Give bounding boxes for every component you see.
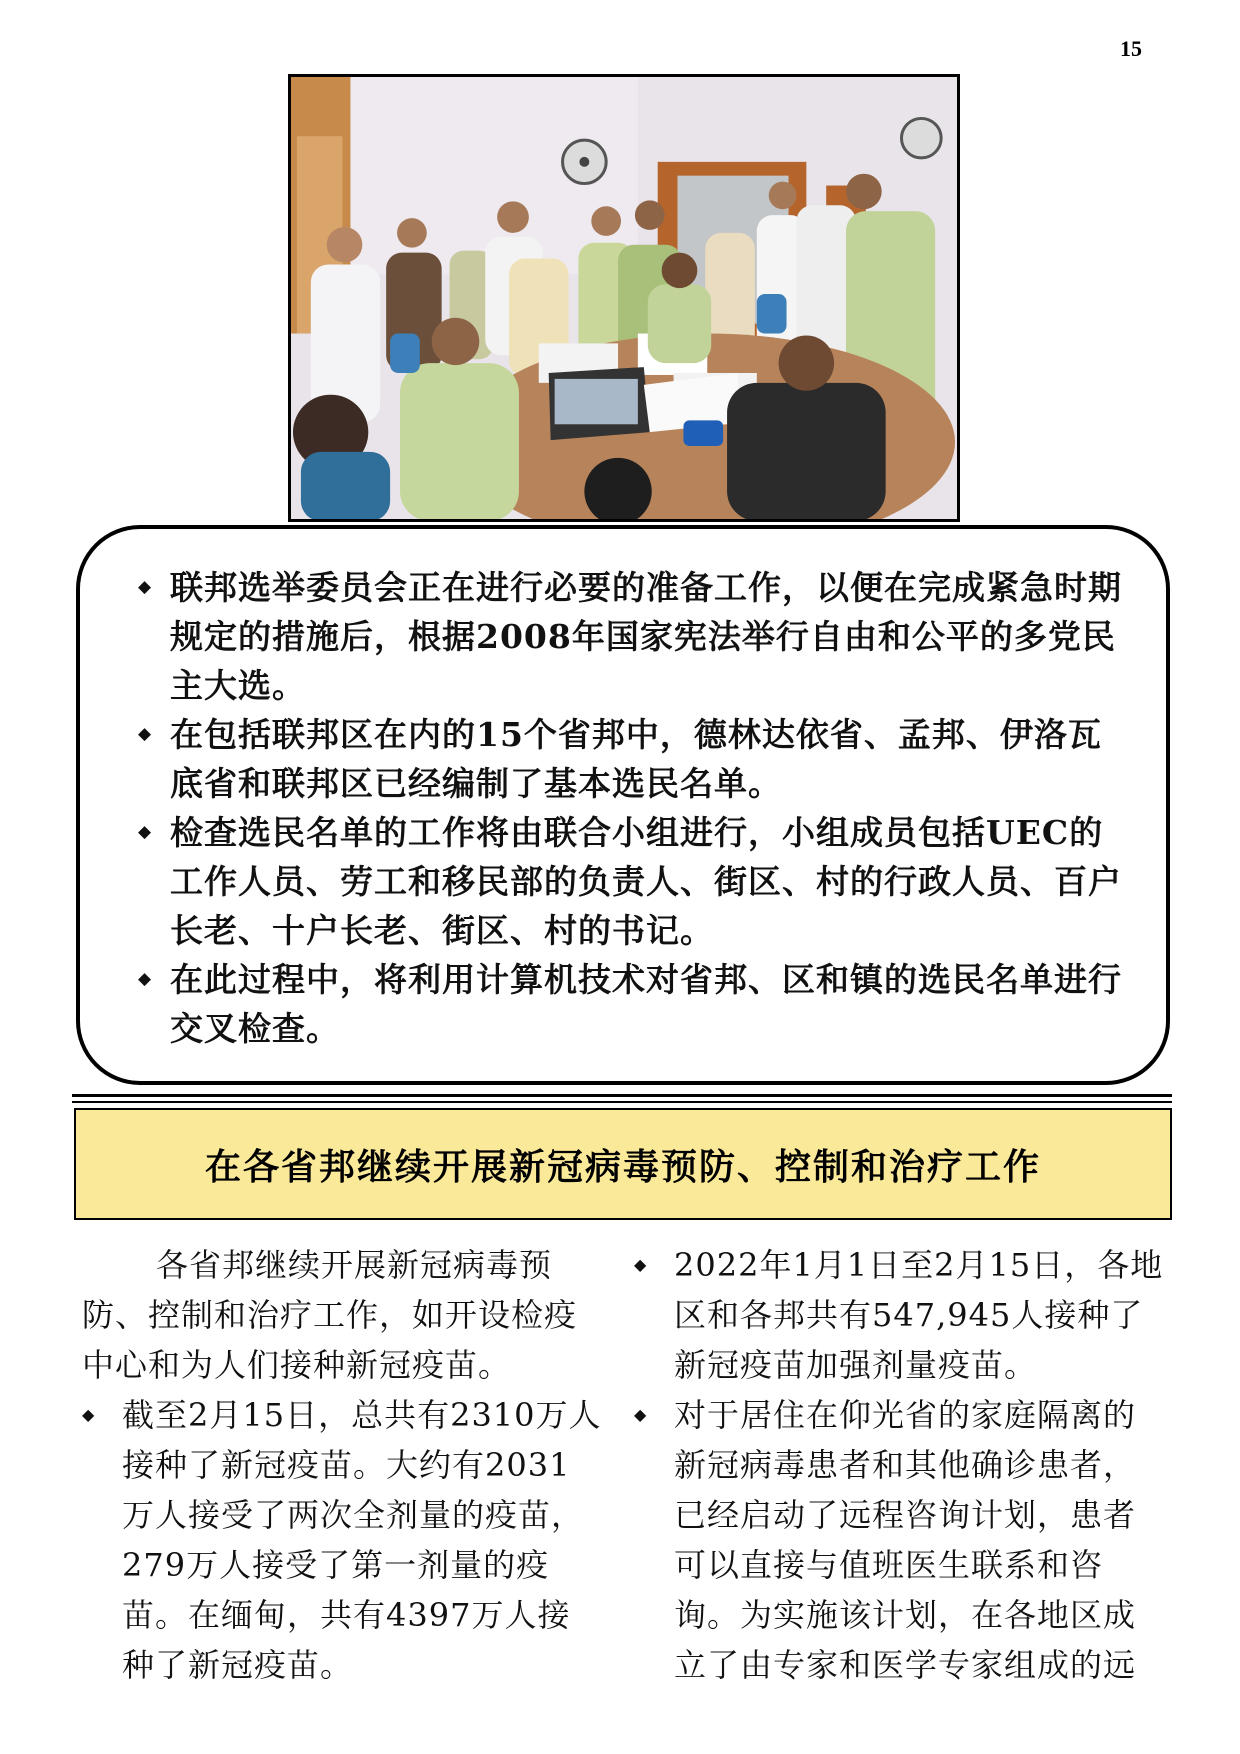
section-divider bbox=[72, 1101, 1172, 1103]
section-heading-band bbox=[74, 1108, 1172, 1220]
summary-box bbox=[76, 525, 1170, 1085]
section-divider bbox=[72, 1094, 1172, 1097]
summary-item bbox=[108, 563, 1134, 710]
meeting-photo-illustration bbox=[291, 77, 957, 519]
list-item bbox=[82, 1390, 602, 1690]
intro-paragraph: 各省邦继续开展新冠病毒预防、控制和治疗工作，如开设检疫中心和为人们接种新冠疫苗。 bbox=[82, 1246, 578, 1384]
summary-item-text: 在包括联邦区在内的15个省邦中，德林达依省、孟邦、伊洛瓦底省和联邦区已经编制了基本选民名单。 bbox=[170, 715, 1102, 803]
summary-item-text: 检查选民名单的工作将由联合小组进行，小组成员包括UEC的工作人员、劳工和移民部的负责人、街区、村的行政人员、百户长老、十户长老、街区、村的书记。 bbox=[170, 813, 1122, 950]
list-item-text: 对于居住在仰光省的家庭隔离的新冠病毒患者和其他确诊患者，已经启动了远程咨询计划，患者可以直接与值班医生联系和咨询。为实施该计划，在各地区成立了由专家和医学专家组成的远 bbox=[674, 1396, 1137, 1684]
list-item bbox=[634, 1390, 1164, 1690]
diamond-bullet-icon: ◆ bbox=[138, 724, 153, 744]
diamond-bullet-icon: ◆ bbox=[634, 1255, 648, 1274]
section-heading: 在各省邦继续开展新冠病毒预防、控制和治疗工作 bbox=[204, 1145, 1041, 1188]
page-number: 15 bbox=[1120, 36, 1142, 61]
summary-item bbox=[108, 808, 1134, 955]
meeting-photo bbox=[288, 74, 960, 522]
diamond-bullet-icon: ◆ bbox=[82, 1405, 96, 1424]
list-item bbox=[634, 1240, 1164, 1390]
summary-item-text: 联邦选举委员会正在进行必要的准备工作，以便在完成紧急时期规定的措施后，根据2008年国家宪法举行自由和公平的多党民主大选。 bbox=[170, 568, 1122, 705]
summary-item bbox=[108, 710, 1134, 808]
right-bullet-list bbox=[634, 1240, 1164, 1690]
list-item-text: 截至2月15日，总共有2310万人接种了新冠疫苗。大约有2031万人接受了两次全剂量的疫苗，279万人接受了第一剂量的疫苗。在缅甸，共有4397万人接种了新冠疫苗。 bbox=[122, 1396, 602, 1684]
summary-item-text: 在此过程中，将利用计算机技术对省邦、区和镇的选民名单进行交叉检查。 bbox=[170, 960, 1122, 1048]
summary-list bbox=[80, 529, 1166, 1053]
left-bullet-list bbox=[82, 1390, 602, 1690]
left-column bbox=[82, 1240, 602, 1690]
right-column bbox=[634, 1240, 1164, 1690]
diamond-bullet-icon: ◆ bbox=[138, 969, 153, 989]
diamond-bullet-icon: ◆ bbox=[138, 577, 153, 597]
list-item-text: 2022年1月1日至2月15日，各地区和各邦共有547,945人接种了新冠疫苗加强剂量疫苗。 bbox=[674, 1246, 1164, 1384]
diamond-bullet-icon: ◆ bbox=[634, 1405, 648, 1424]
diamond-bullet-icon: ◆ bbox=[138, 822, 153, 842]
summary-item bbox=[108, 955, 1134, 1053]
